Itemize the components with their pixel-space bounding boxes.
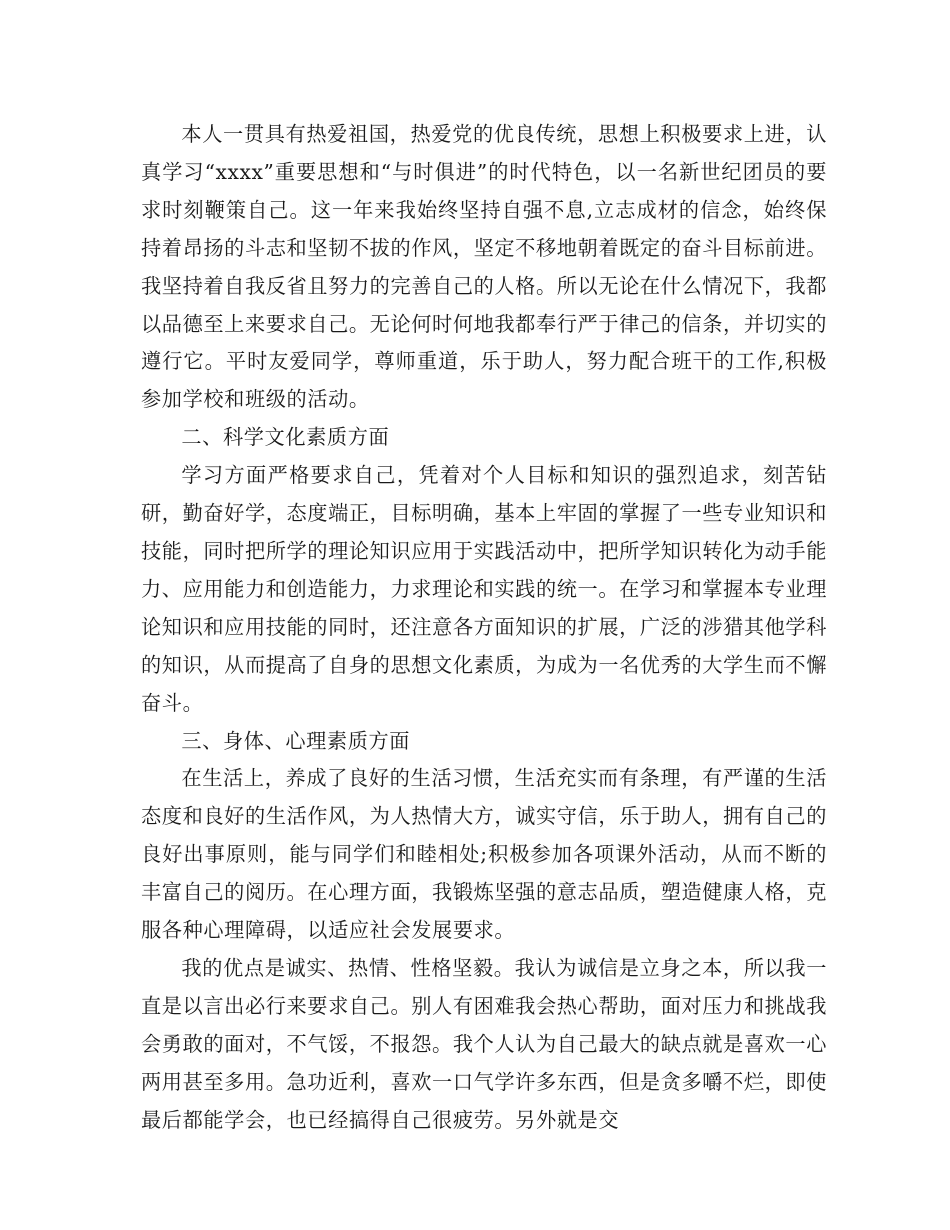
document-body <box>141 116 827 1139</box>
section-heading-science-culture: 二、科学文化素质方面 <box>181 425 390 450</box>
paragraph-science-culture: 学习方面严格要求自己，凭着对个人目标和知识的强烈追求，刻苦钻研，勤奋好学，态度端正，目标明确，基本上牢固的掌握了一些专业知识和技能，同时把所学的理论知识应用于实践活动中，把所学知识转化为动手能力、应用能力和创造能力，力求理论和实践的统一。在学习和掌握本专业理论知识和应用技能的同时，还注意各方面知识的扩展，广泛的涉猎其他学科的知识，从而提高了自身的思想文化素质，为成为一名优秀的大学生而不懈奋斗。 <box>141 463 827 715</box>
paragraph-body-mind: 在生活上，养成了良好的生活习惯，生活充实而有条理，有严谨的生活态度和良好的生活作风，为人热情大方，诚实守信，乐于助人，拥有自己的良好出事原则，能与同学们和睦相处;积极参加各项课外活动，从而不断的丰富自己的阅历。在心理方面，我锻炼坚强的意志品质，塑造健康人格，克服各种心理障碍，以适应社会发展要求。 <box>141 766 827 943</box>
paragraph-strengths-weaknesses: 我的优点是诚实、热情、性格坚毅。我认为诚信是立身之本，所以我一直是以言出必行来要求自己。别人有困难我会热心帮助，面对压力和挑战我会勇敢的面对，不气馁，不报怨。我个人认为自己最大的缺点就是喜欢一心两用甚至多用。急功近利，喜欢一口气学许多东西，但是贪多嚼不烂，即使最后都能学会，也已经搞得自己很疲劳。另外就是交 <box>141 955 827 1132</box>
section-heading-body-mind: 三、身体、心理素质方面 <box>181 728 411 753</box>
paragraph-political-ideology: 本人一贯具有热爱祖国，热爱党的优良传统，思想上积极要求上进，认真学习“xxxx”重要思想和“与时俱进”的时代特色，以一名新世纪团员的要求时刻鞭策自己。这一年来我始终坚持自强不息,立志成材的信念，始终保持着昂扬的斗志和坚韧不拔的作风，坚定不移地朝着既定的奋斗目标前进。我坚持着自我反省且努力的完善自己的人格。所以无论在什么情况下，我都以品德至上来要求自己。无论何时何地我都奉行严于律己的信条，并切实的遵行它。平时友爱同学，尊师重道，乐于助人，努力配合班干的工作,积极参加学校和班级的活动。 <box>141 122 827 412</box>
